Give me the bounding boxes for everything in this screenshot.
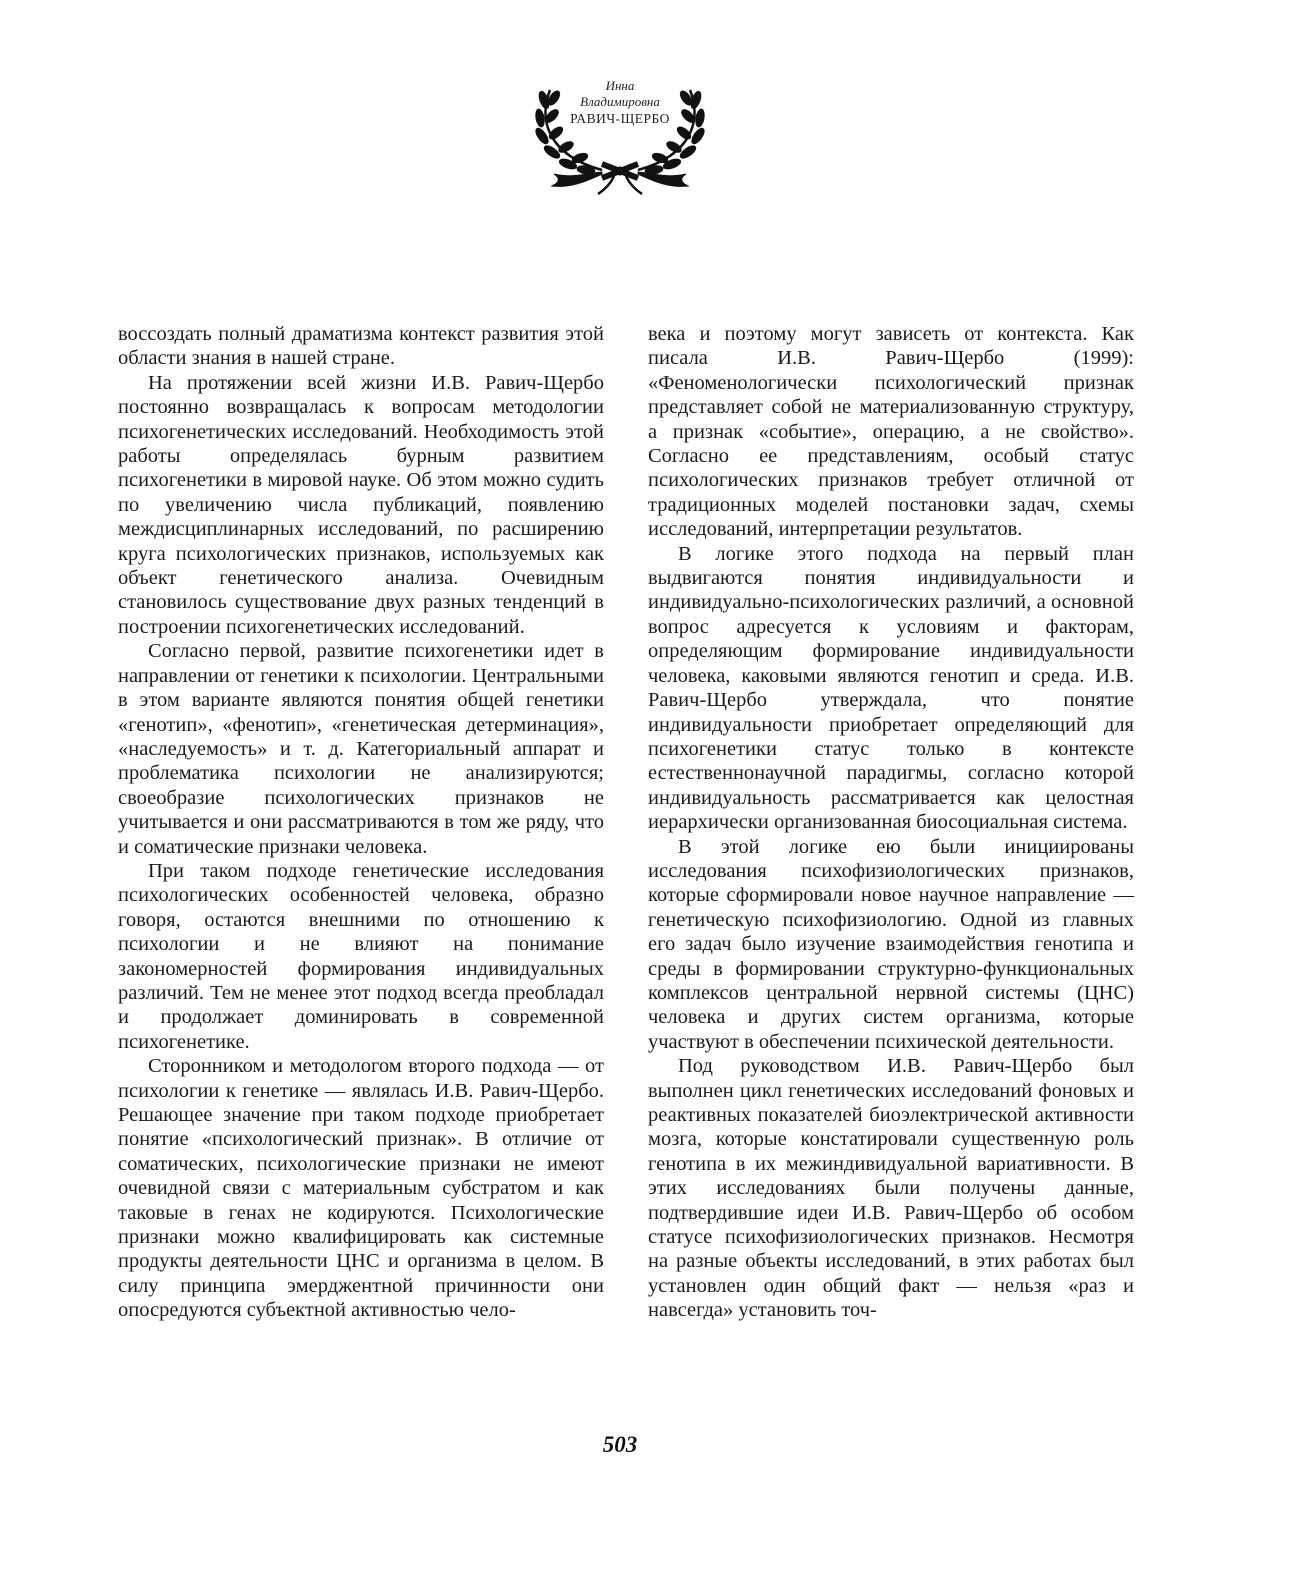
page-number: 503 — [602, 1432, 638, 1457]
emblem-first-name: Инна — [605, 78, 635, 93]
paragraph: века и поэтому могут зависеть от контекста. Как писала И.В. Равич-Щербо (1999): «Феноменологически психологический признак представляет собой не материализованную структуру, а признак «событие», операцию, а не свойство». Согласно ее представлениям, особый статус психологических признаков требует отличной от традиционных моделей постановки задач, схемы исследований, интерпретации результатов. — [648, 323, 1134, 541]
emblem-patronymic: Владимировна — [580, 94, 660, 109]
left-column — [118, 322, 604, 1323]
right-column — [648, 322, 1134, 1323]
paragraph: Сторонником и методологом второго подхода — от психологии к генетике — являлась И.В. Равич-Щербо. Решающее значение при таком подходе приобретает понятие «психологический признак». В отличие от соматических, психологические признаки не имеют очевидной связи с материальным субстратом и как таковые в генах не кодируются. Психологические признаки можно квалифицировать как системные продукты деятельности ЦНС и организма в целом. В силу принципа эмерджентной причинности они опосредуются субъектной активностью чело- — [118, 1055, 604, 1322]
emblem-surname: РАВИЧ-ЩЕРБО — [570, 111, 670, 126]
paragraph: Под руководством И.В. Равич-Щербо был выполнен цикл генетических исследований фоновых и реактивных показателей биоэлектрической активности мозга, которые констатировали существенную роль генотипа в их межиндивидуальной вариативности. В этих исследованиях были получены данные, подтвердившие идеи И.В. Равич-Щербо об особом статусе психофизиологических признаков. Несмотря на разные объекты исследований, в этих работах был установлен один общий факт — нельзя «раз и навсегда» установить точ- — [648, 1055, 1134, 1322]
paragraph: На протяжении всей жизни И.В. Равич-Щербо постоянно возвращалась к вопросам методологии психогенетических исследований. Необходимость этой работы определялась бурным развитием психогенетики в мировой науке. Об этом можно судить по увеличению числа публикаций, появлению междисциплинарных исследований, по расширению круга психологических признаков, используемых как объект генетического анализа. Очевидным становилось существование двух разных тенденций в построении психогенетических исследований. — [118, 371, 604, 638]
paragraph: В этой логике ею были инициированы исследования психофизиологических признаков, которые сформировали новое научное направление — генетическую психофизиологию. Одной из главных его задач было изучение взаимодействия генотипа и среды в формировании структурно-функциональных комплексов центральной нервной системы (ЦНС) человека и других систем организма, которые участвуют в обеспечении психической деятельности. — [648, 835, 1134, 1053]
paragraph: Согласно первой, развитие психогенетики идет в направлении от генетики к психологии. Центральными в этом варианте являются понятия общей генетики «генотип», «фенотип», «генетическая детерминация», «наследуемость» и т. д. Категориальный аппарат и проблематика психологии не анализируются; своеобразие психологических признаков не учитывается и они рассматриваются в том же ряду, что и соматические признаки человека. — [118, 640, 604, 858]
laurel-emblem — [530, 70, 710, 200]
paragraph: При таком подходе генетические исследования психологических особенностей человека, образно говоря, остаются внешними по отношению к психологии и не влияют на понимание закономерностей формирования индивидуальных различий. Тем не менее этот подход всегда преобладал и продолжает доминировать в современной психогенетике. — [118, 859, 604, 1053]
paragraph: воссоздать полный драматизма контекст развития этой области знания в нашей стране. — [118, 323, 604, 370]
paragraph: В логике этого подхода на первый план выдвигаются понятия индивидуальности и индивидуально-психологических различий, а основной вопрос адресуется к условиям и факторам, определяющим формирование индивидуальности человека, каковыми являются генотип и среда. И.В. Равич-Щербо утверждала, что понятие индивидуальности приобретает определяющий для психогенетики статус только в контексте естественнонаучной парадигмы, согласно которой индивидуальность рассматривается как целостная иерархически организованная биосоциальная система. — [648, 542, 1134, 834]
